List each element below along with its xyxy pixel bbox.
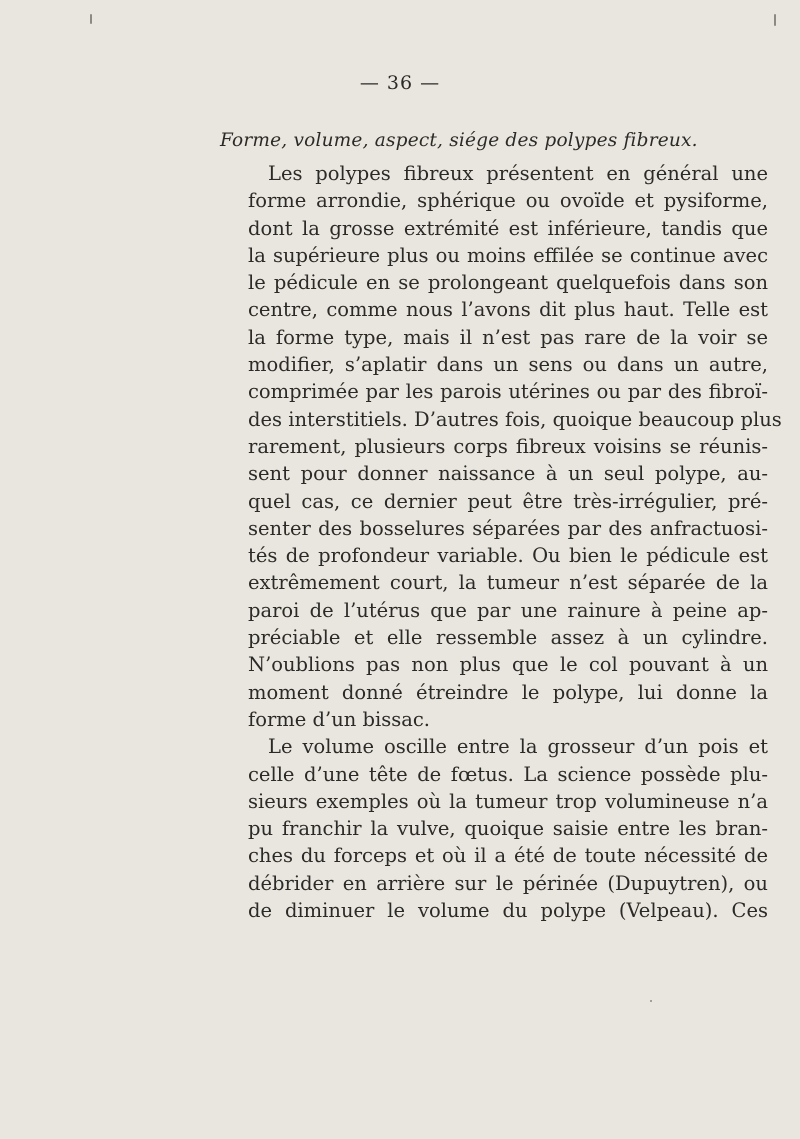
text-line: débrider en arrière sur le périnée (Dupuytren), ou (248, 871, 768, 895)
text-line: ches du forceps et où il a été de toute nécessité de (248, 844, 768, 868)
text-line: paroi de l’utérus que par une rainure à peine ap- (248, 598, 768, 622)
text-line: des interstitiels. D’autres fois, quoique beaucoup plus (248, 407, 782, 431)
text-line: celle d’une tête de fœtus. La science possède plu- (248, 762, 768, 786)
text-line: sent pour donner naissance à un seul polype, au- (248, 462, 768, 486)
paper-speck (90, 14, 92, 24)
text-line: dont la grosse extrémité est inférieure, tandis que (248, 216, 768, 240)
text-line: senter des bosselures séparées par des anfractuosi- (248, 516, 768, 540)
text-line: centre, comme nous l’avons dit plus haut. Telle est (248, 298, 768, 322)
text-line: extrêmement court, la tumeur n’est séparée de la (248, 571, 768, 595)
text-line: pu franchir la vulve, quoique saisie entre les bran- (248, 817, 768, 841)
text-line: Le volume oscille entre la grosseur d’un pois et (268, 735, 768, 759)
text-line: comprimée par les parois utérines ou par des fibroï- (248, 380, 768, 404)
paper-speck (774, 14, 776, 26)
paper-speck (650, 1000, 652, 1002)
text-line: modifier, s’aplatir dans un sens ou dans un autre, (248, 353, 768, 377)
page-number: — 36 — (359, 72, 441, 94)
text-line: tés de profondeur variable. Ou bien le pédicule est (248, 544, 768, 568)
text-line: forme d’un bissac. (248, 707, 430, 731)
text-line: de diminuer le volume du polype (Velpeau). Ces (248, 899, 768, 923)
text-line: le pédicule en se prolongeant quelquefois dans son (248, 271, 768, 295)
text-line: quel cas, ce dernier peut être très-irrégulier, pré- (248, 489, 768, 513)
section-title: Forme, volume, aspect, siége des polypes fibreux. (220, 130, 698, 151)
body-text (248, 160, 782, 924)
text-line: forme arrondie, sphérique ou ovoïde et pysiforme, (248, 189, 768, 213)
text-line: préciable et elle ressemble assez à un cylindre. (248, 626, 768, 650)
text-line: la forme type, mais il n’est pas rare de la voir se (248, 325, 768, 349)
text-line: sieurs exemples où la tumeur trop volumineuse n’a (248, 789, 768, 813)
text-line: moment donné étreindre le polype, lui donne la (248, 680, 768, 704)
text-line: N’oublions pas non plus que le col pouvant à un (248, 653, 768, 677)
text-line: rarement, plusieurs corps fibreux voisins se réunis- (248, 434, 768, 458)
text-line: la supérieure plus ou moins effilée se continue avec (248, 243, 768, 267)
text-line: Les polypes fibreux présentent en général une (268, 162, 768, 185)
